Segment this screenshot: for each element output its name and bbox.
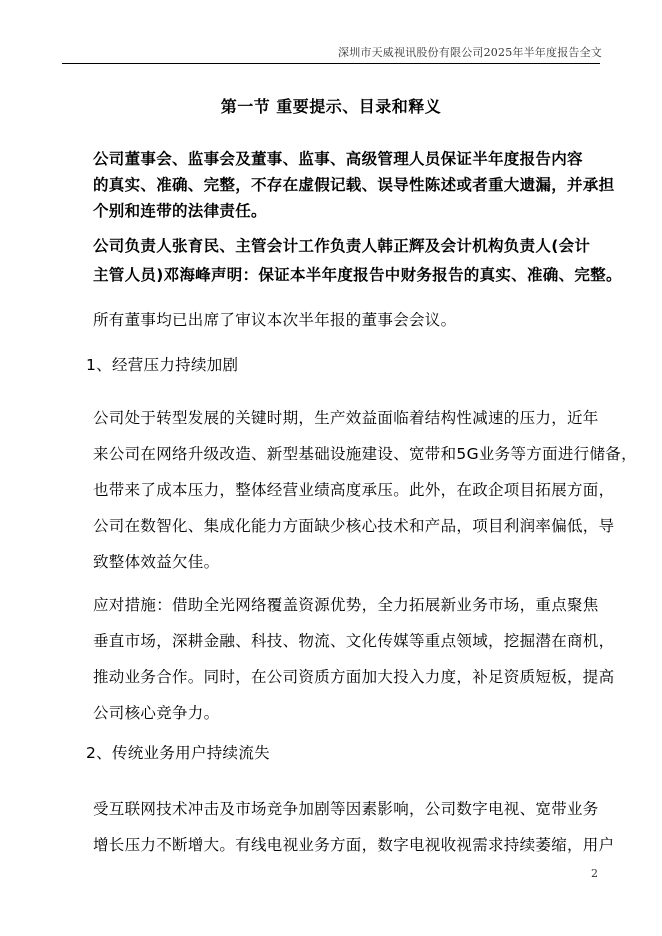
text-line: 个别和连带的法律责任。 [93, 202, 267, 220]
text-line: 的真实、准确、完整，不存在虚假记载、误导性陈述或者重大遗漏，并承担 [93, 176, 615, 194]
text-line: 增长压力不断增大。有线电视业务方面，数字电视收视需求持续萎缩，用户 [93, 836, 615, 854]
countermeasures-paragraph [62, 587, 615, 731]
header-divider [62, 63, 600, 64]
directors-attendance-paragraph [62, 306, 602, 335]
operating-pressure-paragraph [62, 400, 637, 580]
board-guarantee-paragraph [62, 146, 615, 224]
running-header: 深圳市天威视讯股份有限公司2025年半年度报告全文 [338, 46, 602, 59]
section-title: 第一节 重要提示、目录和释义 [220, 97, 442, 116]
text-line: 推动业务合作。同时，在公司资质方面加大投入力度，补足资质短板，提高 [93, 668, 615, 686]
text-line: 受互联网技术冲击及市场竞争加剧等因素影响，公司数字电视、宽带业务 [93, 800, 599, 818]
text-line: 公司处于转型发展的关键时期，生产效益面临着结构性减速的压力，近年 [93, 409, 599, 427]
text-line: 应对措施：借助全光网络覆盖资源优势，全力拓展新业务市场，重点聚焦 [93, 596, 599, 614]
risk-heading-2: 2、传统业务用户持续流失 [86, 744, 270, 762]
responsible-persons-paragraph [62, 232, 622, 290]
text-line: 公司董事会、监事会及董事、监事、高级管理人员保证半年度报告内容 [93, 150, 583, 168]
page-number: 2 [591, 867, 598, 880]
text-line: 来公司在网络升级改造、新型基础设施建设、宽带和5G业务等方面进行储备， [93, 445, 637, 463]
text-line: 也带来了成本压力，整体经营业绩高度承压。此外，在政企项目拓展方面， [93, 481, 615, 499]
text-line: 所有董事均已出席了审议本次半年报的董事会会议。 [93, 311, 457, 329]
risk-heading-1: 1、经营压力持续加剧 [86, 356, 239, 374]
text-line: 垂直市场，深耕金融、科技、物流、文化传媒等重点领域，挖掘潜在商机， [93, 632, 615, 650]
text-line: 公司在数智化、集成化能力方面缺少核心技术和产品，项目利润率偏低，导 [93, 517, 615, 535]
text-line: 致整体效益欠佳。 [93, 553, 220, 571]
text-line: 公司核心竞争力。 [93, 704, 220, 722]
text-line: 公司负责人张育民、主管会计工作负责人韩正辉及会计机构负责人(会计 [93, 237, 591, 255]
text-line: 主管人员)邓海峰声明：保证本半年度报告中财务报告的真实、准确、完整。 [93, 266, 622, 284]
user-loss-paragraph [62, 791, 615, 863]
